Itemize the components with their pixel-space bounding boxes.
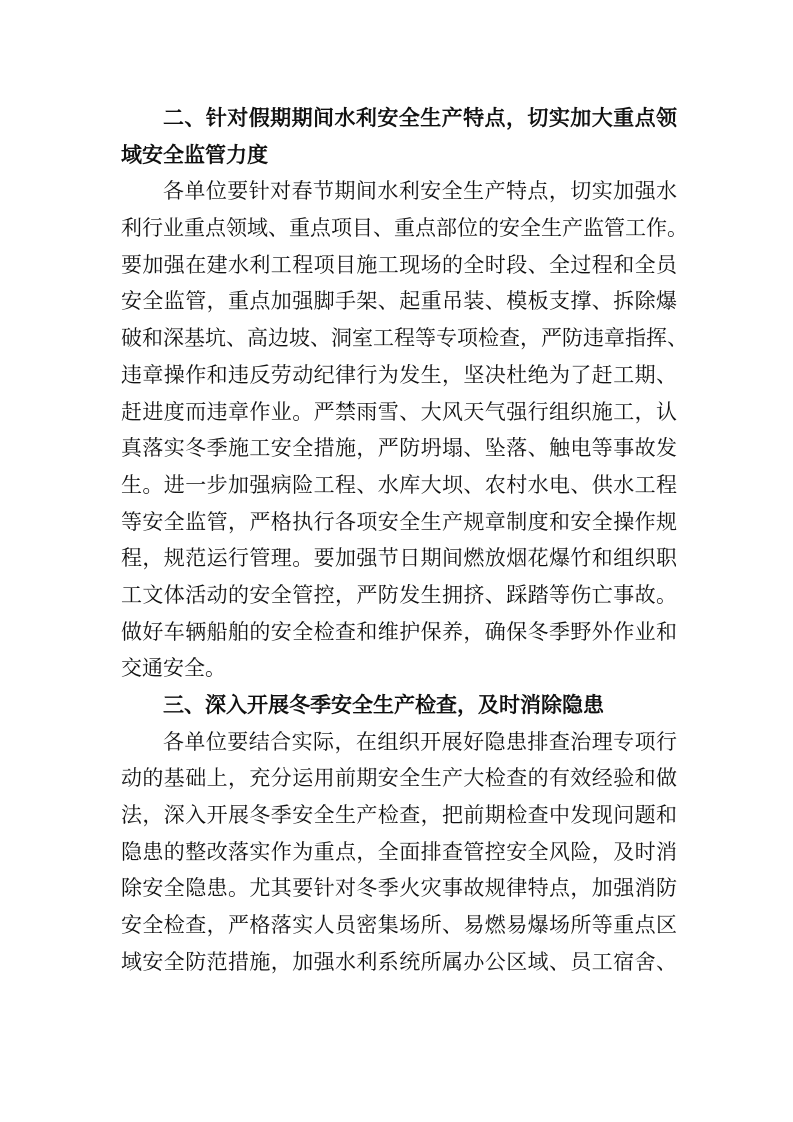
section-heading: 域安全监管力度 <box>121 142 268 167</box>
paragraph-line: 程，规范运行管理。要加强节日期间燃放烟花爆竹和组织职 <box>121 546 677 571</box>
paragraph-line: 安全监管，重点加强脚手架、起重吊装、模板支撑、拆除爆 <box>121 289 677 314</box>
paragraph-line: 域安全防范措施，加强水利系统所属办公区域、员工宿舍、 <box>121 949 677 974</box>
paragraph-line: 赶进度而违章作业。严禁雨雪、大风天气强行组织施工，认 <box>121 399 677 424</box>
paragraph-line: 利行业重点领域、重点项目、重点部位的安全生产监管工作。 <box>121 216 688 241</box>
paragraph-line: 生。进一步加强病险工程、水库大坝、农村水电、供水工程 <box>121 472 677 497</box>
paragraph-line: 交通安全。 <box>121 656 226 681</box>
paragraph-line: 除安全隐患。尤其要针对冬季火灾事故规律特点，加强消防 <box>121 876 677 901</box>
paragraph-line: 动的基础上，充分运用前期安全生产大检查的有效经验和做 <box>121 766 677 791</box>
paragraph-line: 等安全监管，严格执行各项安全生产规章制度和安全操作规 <box>121 509 677 534</box>
paragraph-line: 安全检查，严格落实人员密集场所、易燃易爆场所等重点区 <box>121 913 677 938</box>
paragraph-line: 违章操作和违反劳动纪律行为发生，坚决杜绝为了赶工期、 <box>121 362 677 387</box>
paragraph-line: 破和深基坑、高边坡、洞室工程等专项检查，严防违章指挥、 <box>121 326 688 351</box>
document-page <box>121 100 688 981</box>
paragraph-line: 做好车辆船舶的安全检查和维护保养，确保冬季野外作业和 <box>121 619 677 644</box>
paragraph-line: 法，深入开展冬季安全生产检查，把前期检查中发现问题和 <box>121 803 677 828</box>
paragraph-line: 隐患的整改落实作为重点，全面排查管控安全风险，及时消 <box>121 839 677 864</box>
paragraph-line: 各单位要结合实际，在组织开展好隐患排查治理专项行 <box>163 729 677 754</box>
paragraph-line: 工文体活动的安全管控，严防发生拥挤、踩踏等伤亡事故。 <box>121 582 677 607</box>
section-heading: 三、深入开展冬季安全生产检查，及时消除隐患 <box>163 693 604 717</box>
section-heading: 二、针对假期期间水利安全生产特点，切实加大重点领 <box>163 106 677 130</box>
paragraph-line: 真落实冬季施工安全措施，严防坍塌、坠落、触电等事故发 <box>121 436 677 461</box>
paragraph-line: 要加强在建水利工程项目施工现场的全时段、全过程和全员 <box>121 252 677 277</box>
paragraph-line: 各单位要针对春节期间水利安全生产特点，切实加强水 <box>163 179 677 204</box>
